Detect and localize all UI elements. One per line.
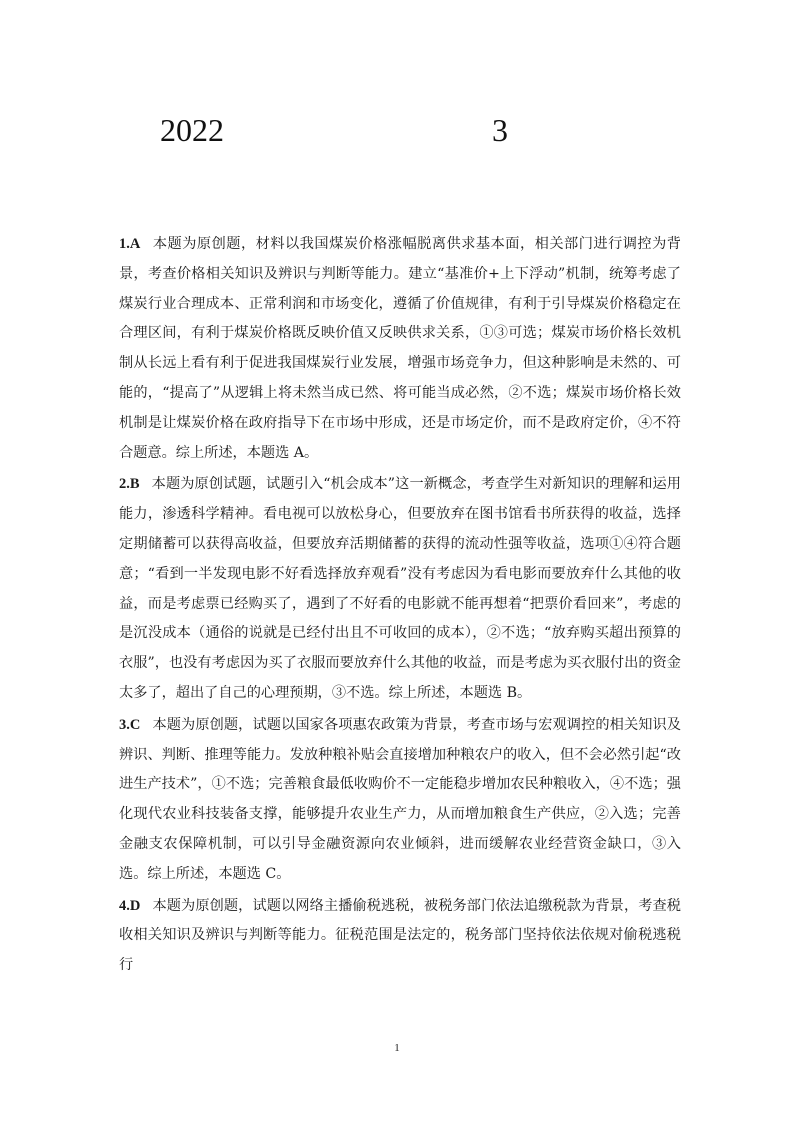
answer-label: 3.C <box>119 716 141 733</box>
answer-item-3 <box>119 711 681 890</box>
document-title <box>0 108 794 152</box>
answer-text: 本题为原创题，材料以我国煤炭价格涨幅脱离供求基本面，相关部门进行调控为背景，考查价格相关知识及辨识与判断等能力。建立“基准价+上下浮动”机制，统筹考虑了煤炭行业合理成本、正常利润和市场变化，遵循了价值规律，有利于引导煤炭价格稳定在合理区间，有利于煤炭价格既反映价值又反映供求关系，①③可选；煤炭市场价格长效机制从长远上看有利于促进我国煤炭行业发展，增强市场竞争力，但这种影响是未然的、可能的，“提高了”从逻辑上将未然当成已然、将可能当成必然，②不选；煤炭市场价格长效机制是让煤炭价格在政府指导下在市场中形成，还是市场定价，而不是政府定价，④不符合题意。综上所述，本题选 A。 <box>119 236 681 461</box>
answer-item-1 <box>119 230 681 468</box>
answer-text: 本题为原创题，试题以国家各项惠农政策为背景，考查市场与宏观调控的相关知识及辨识、判断、推理等能力。发放种粮补贴会直接增加种粮农户的收入，但不会必然引起“改进生产技术”，①不选；完善粮食最低收购价不一定能稳步增加农民种粮收入，④不选；强化现代农业科技装备支撑，能够提升农业生产力，从而增加粮食生产供应，②入选；完善金融支农保障机制，可以引导金融资源向农业倾斜，进而缓解农业经营资金缺口，③入选。综上所述，本题选 C。 <box>119 716 681 882</box>
answer-explanations <box>119 230 681 983</box>
title-year: 2022 <box>160 112 224 148</box>
answer-label: 1.A <box>119 236 141 252</box>
answer-label: 4.D <box>119 897 141 914</box>
page-number: 1 <box>394 1042 400 1054</box>
answer-label: 2.B <box>119 476 140 493</box>
answer-text: 本题为原创试题，试题引入“机会成本”这一新概念，考查学生对新知识的理解和运用能力，渗透科学精神。看电视可以放松身心，但要放弃在图书馆看书所获得的收益，选择定期储蓄可以获得高收益，但要放弃活期储蓄的获得的流动性强等收益，选项①④符合题意；“看到一半发现电影不好看选择放弃观看”没有考虑因为看电影而要放弃什么其他的收益，而是考虑票已经购买了，遇到了不好看的电影就不能再想着“把票价看回来”，考虑的是沉没成本（通俗的说就是已经付出且不可收回的成本），②不选；“放弃购买超出预算的衣服”，也没有考虑因为买了衣服而要放弃什么其他的收益，而是考虑为买衣服付出的资金太多了，超出了自己的心理预期，③不选。综上所述，本题选 B。 <box>119 476 681 701</box>
answer-text: 本题为原创题，试题以网络主播偷税逃税，被税务部门依法追缴税款为背景，考查税收相关知识及辨识与判断等能力。征税范围是法定的，税务部门坚持依法依规对偷税逃税行 <box>119 897 681 974</box>
answer-item-4 <box>119 892 681 981</box>
answer-item-2 <box>119 470 681 708</box>
title-number: 3 <box>492 112 508 148</box>
